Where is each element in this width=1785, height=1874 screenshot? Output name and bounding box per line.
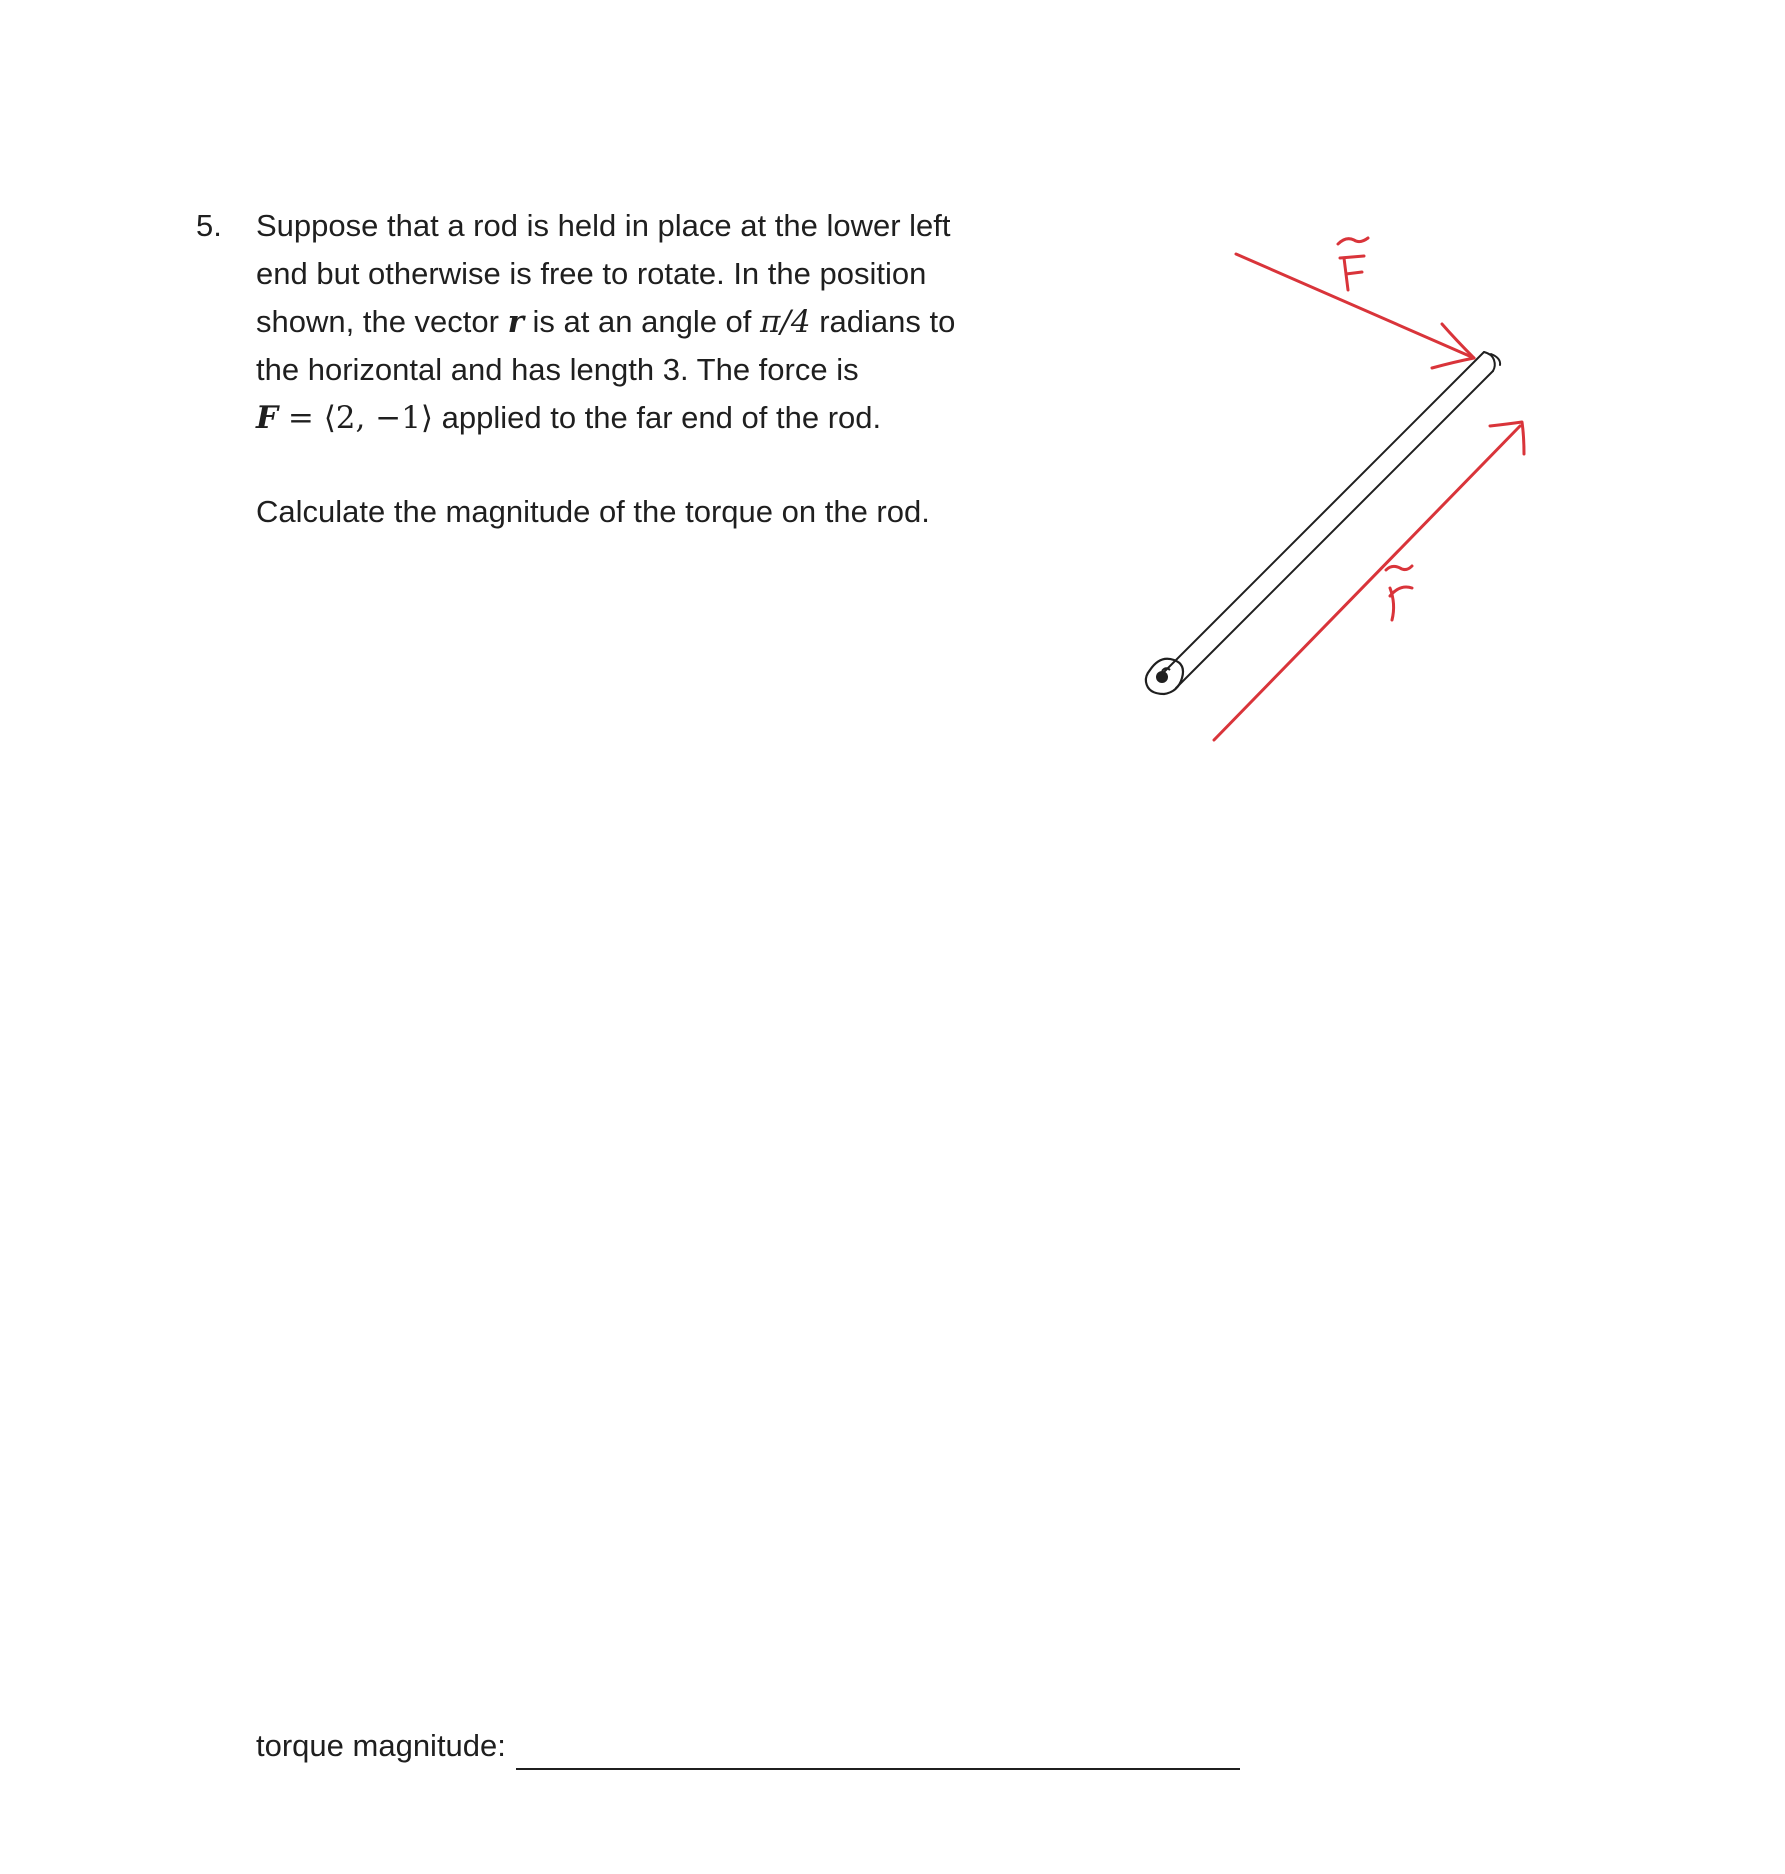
vector-r-symbol: r — [507, 304, 524, 340]
line-3-text-a: shown, the vector — [256, 304, 508, 339]
problem-line-5 — [256, 394, 1016, 442]
line-3-text-c: radians to — [810, 304, 956, 339]
force-label-F-text: F — [1356, 284, 1357, 285]
rod-diagram — [1120, 200, 1540, 760]
line-3-text-b: is at an angle of — [523, 304, 761, 339]
rod — [1162, 352, 1500, 688]
position-vector-r — [1214, 422, 1524, 740]
problem-line-2: end but otherwise is free to rotate. In the position — [256, 256, 927, 291]
position-label-r-text: r — [1400, 610, 1401, 611]
vector-F-symbol: F — [256, 400, 279, 436]
line-5-text: applied to the far end of the rod. — [433, 400, 882, 435]
force-value: = ⟨2, −1⟩ — [278, 400, 434, 436]
problem-line-1: Suppose that a rod is held in place at the lower left — [256, 208, 951, 243]
problem-number: 5. — [196, 208, 222, 243]
force-vector-F — [1236, 254, 1474, 368]
problem-statement — [256, 202, 1016, 442]
force-label-F — [1338, 238, 1368, 290]
problem-line-3 — [256, 298, 1016, 346]
answer-label: torque magnitude: — [256, 1728, 506, 1763]
problem-line-4: the horizontal and has length 3. The force is — [256, 352, 859, 387]
answer-blank[interactable] — [516, 1732, 1240, 1770]
question-text: Calculate the magnitude of the torque on the rod. — [256, 494, 930, 529]
pivot-icon — [1146, 659, 1183, 694]
position-label-r — [1386, 566, 1412, 620]
answer-row — [256, 1722, 1240, 1770]
angle-value: π/4 — [760, 304, 811, 340]
